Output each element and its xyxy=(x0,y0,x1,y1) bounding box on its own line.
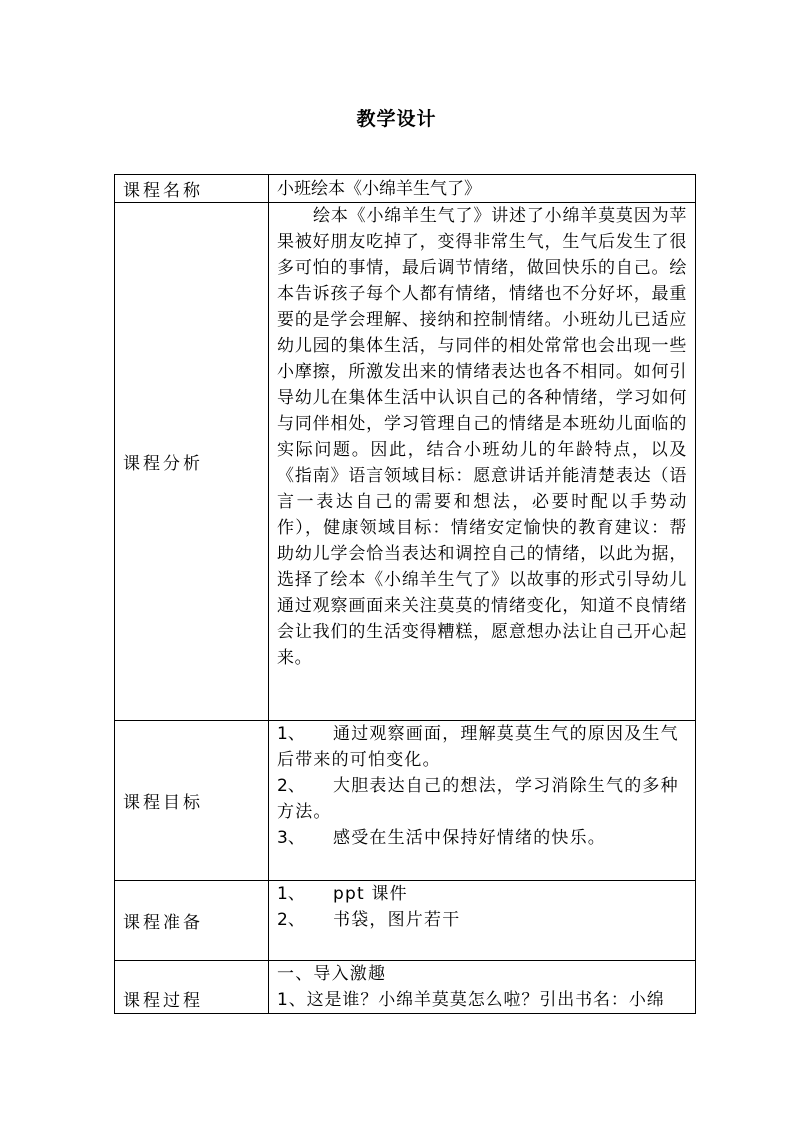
course-analysis-text: 绘本《小绵羊生气了》讲述了小绵羊莫莫因为苹果被好朋友吃掉了，变得非常生气，生气后发生了很多可怕的事情，最后调节情绪，做回快乐的自己。绘本告诉孩子每个人都有情绪，情绪也不分好坏，最重要的是学会理解、接纳和控制情绪。小班幼儿已适应幼儿园的集体生活，与同伴的相处常常也会出现一些小摩擦，所激发出来的情绪表达也各不相同。如何引导幼儿在集体生活中认识自己的各种情绪，学习如何与同伴相处，学习管理自己的情绪是本班幼儿面临的实际问题。因此，结合小班幼儿的年龄特点，以及《指南》语言领域目标：愿意讲话并能清楚表达（语言一表达自己的需要和想法，必要时配以手势动作），健康领域目标：情绪安定愉快的教育建议：帮助幼儿学会恰当表达和调控自己的情绪，以此为据，选择了绘本《小绵羊生气了》以故事的形式引导幼儿通过观察画面来关注莫莫的情绪变化，知道不良情绪会让我们的生活变得糟糕，愿意想办法让自己开心起来。 xyxy=(277,206,687,668)
course-prep-label: 课程准备 xyxy=(115,881,269,961)
row-course-goals xyxy=(115,721,696,881)
course-process-label: 课程过程 xyxy=(115,961,269,1014)
goal-number: 2、 xyxy=(277,776,305,796)
course-analysis-label: 课程分析 xyxy=(115,203,269,721)
prep-item xyxy=(277,881,687,907)
process-heading: 一、导入激趣 xyxy=(277,964,387,984)
goal-text: 通过观察画面，理解莫莫生气的原因及生气后带来的可怕变化。 xyxy=(277,724,679,770)
lesson-plan-table xyxy=(114,174,696,1014)
row-course-prep xyxy=(115,881,696,961)
goal-number: 1、 xyxy=(277,724,305,744)
course-goals-label: 课程目标 xyxy=(115,721,269,881)
process-line: 1、这是谁？小绵羊莫莫怎么啦？引出书名：小绵 xyxy=(277,990,665,1010)
row-course-name xyxy=(115,175,696,203)
prep-number: 2、 xyxy=(277,910,305,930)
goal-number: 3、 xyxy=(277,828,305,848)
prep-text: 书袋，图片若干 xyxy=(333,910,461,930)
prep-number: 1、 xyxy=(277,884,305,904)
goal-item xyxy=(277,773,687,825)
goal-item xyxy=(277,721,687,773)
prep-item xyxy=(277,907,687,933)
row-course-process xyxy=(115,961,696,1014)
prep-text: ppt 课件 xyxy=(333,884,408,904)
row-course-analysis xyxy=(115,203,696,721)
course-name-label: 课程名称 xyxy=(115,175,269,203)
goal-item xyxy=(277,825,687,851)
document-title: 教学设计 xyxy=(356,108,437,130)
goal-text: 感受在生活中保持好情绪的快乐。 xyxy=(333,828,606,848)
course-name-value: 小班绘本《小绵羊生气了》 xyxy=(269,175,696,203)
goal-text: 大胆表达自己的想法，学习消除生气的多种方法。 xyxy=(277,776,679,822)
